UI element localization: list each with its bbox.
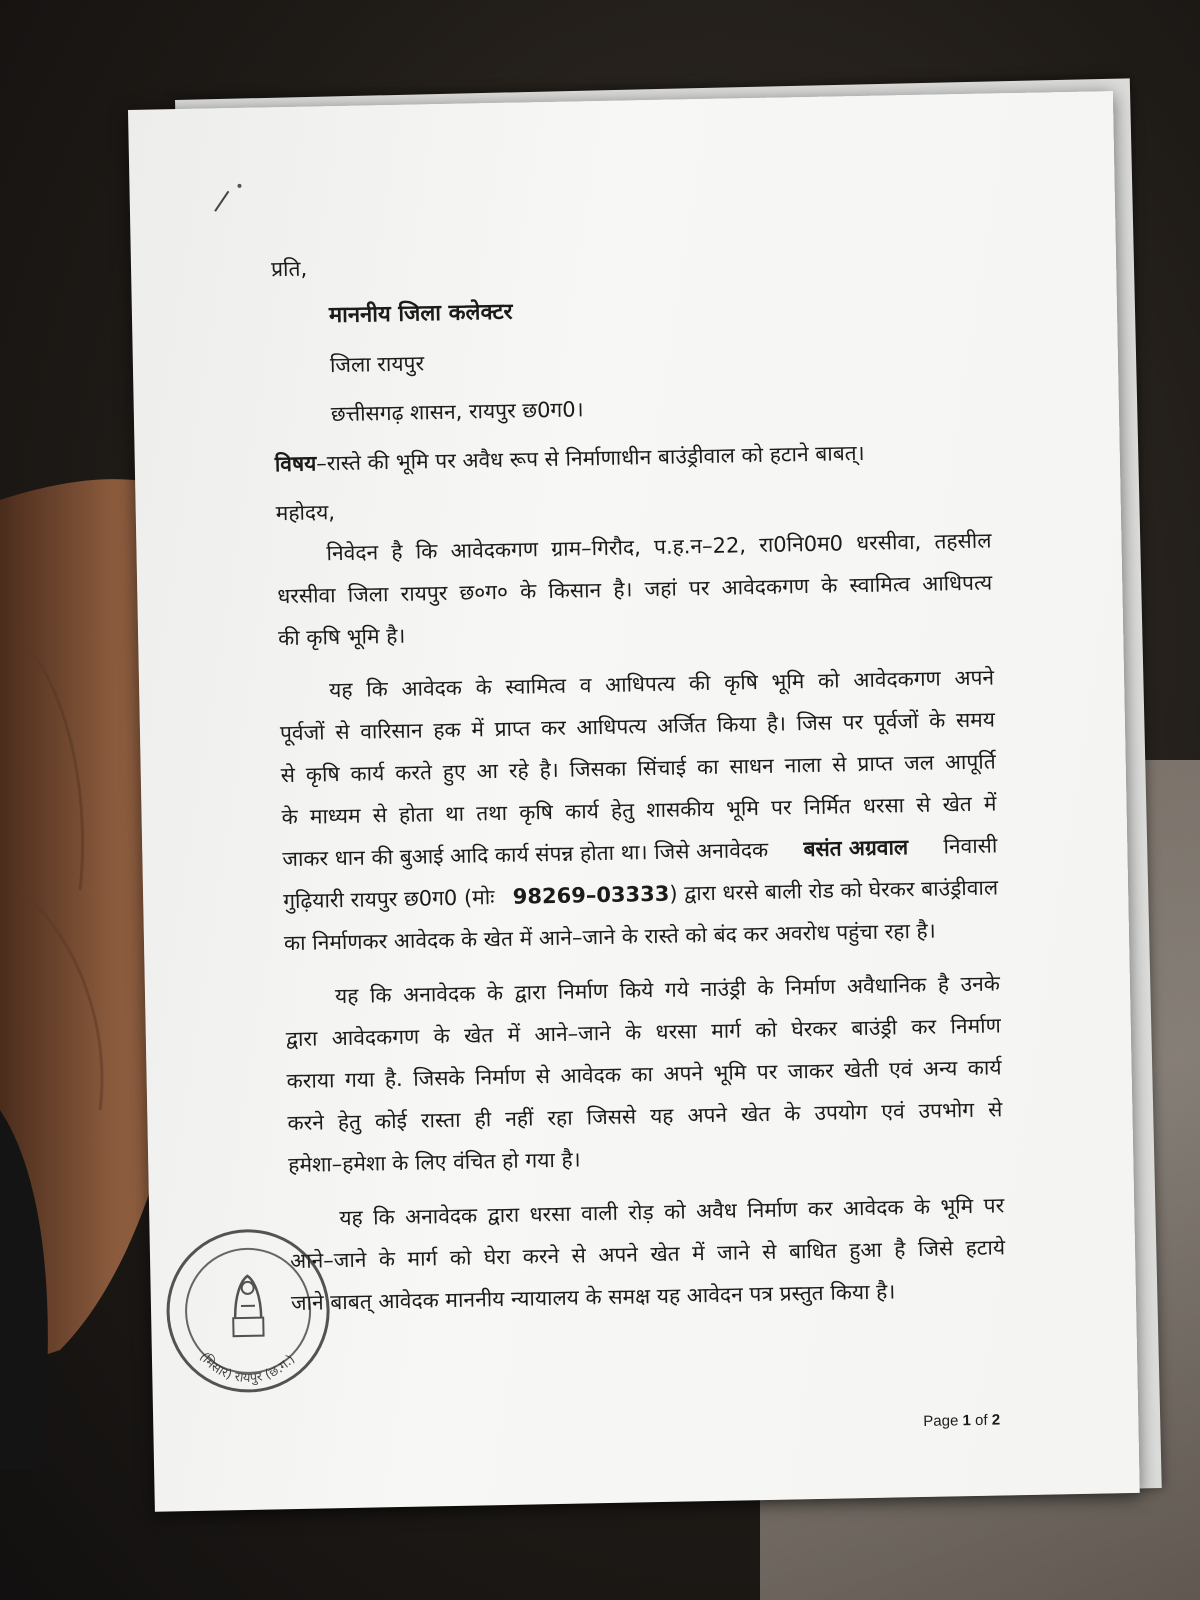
para2-line5-end: निवासी — [943, 833, 998, 859]
page-number — [923, 1412, 1000, 1430]
para2-line3: से कृषि कार्य करते हुए आ रहे है। जिसका सिंचाई का साधन नाला से प्राप्त जल आपूर्ति — [280, 749, 996, 788]
page-current: 1 — [962, 1412, 972, 1430]
para1-line1: निवेदन है कि आवेदकगण ग्राम–गिरौद, प.ह.न–22, रा0नि0म0 धरसीवा, तहसील — [326, 528, 992, 566]
official-seal-stamp — [161, 1224, 334, 1397]
page-word: Page — [923, 1412, 959, 1430]
para3-line5: हमेशा–हमेशा के लिए वंचित हो गया है। — [288, 1147, 581, 1178]
respondent-name: बसंत अग्रवाल — [803, 835, 909, 862]
para2-line6 — [283, 873, 998, 915]
para2-line7: का निर्माणकर आवेदक के खेत में आने–जाने के रास्ते को बंद कर अवरोध पहुंचा रहा है। — [283, 918, 936, 956]
para1-line3: की कृषि भूमि है। — [277, 623, 406, 651]
pen-dot — [237, 184, 241, 188]
emblem-icon — [232, 1276, 263, 1337]
page-total: 2 — [991, 1411, 1001, 1429]
subject-label: विषय — [274, 451, 317, 477]
para2-line1: यह कि आवेदक के स्वामित्व व आधिपत्य की कृषि भूमि को आवेदकगण अपने — [328, 665, 995, 703]
addressee-district: जिला रायपुर — [329, 351, 425, 378]
document-page — [128, 91, 1140, 1512]
para1-line2: धरसीवा जिला रायपुर छ०ग० के किसान है। जहां पर आवेदकगण के स्वामित्व आधिपत्य — [277, 570, 993, 609]
para3-line1: यह कि अनावेदक के द्वारा निर्माण किये गये नाउंड्री के निर्माण अवैधानिक है उनके — [334, 971, 1001, 1009]
subject-line — [275, 439, 865, 478]
addressee-state: छत्तीसगढ़ शासन, रायपुर छ0ग0। — [330, 397, 584, 427]
subject-text: –रास्ते की भूमि पर अवैध रूप से निर्माणाधीन बाउंड्रीवाल को हटाने बाबत्। — [316, 440, 865, 476]
para3-line3: कराया गया है. जिसके निर्माण से आवेदक का अपने भूमि पर जाकर खेती एवं अन्य कार्य — [286, 1055, 1002, 1094]
para4-line1: यह कि अनावेदक द्वारा धरसा वाली रोड़ को अवैध निर्माण कर आवेदक के भूमि पर — [339, 1193, 1005, 1231]
para3-line2: द्वारा आवेदकगण के खेत में आने–जाने के धरसा मार्ग को घेरकर बाउंड्री कर निर्माण — [285, 1013, 1001, 1052]
para2-line5-start: जाकर धान की बुआई आदि कार्य संपन्न होता था। जिसे अनावेदक — [282, 837, 769, 872]
addressee-title: माननीय जिला कलेक्टर — [328, 299, 513, 329]
to-label: प्रति, — [270, 256, 308, 282]
respondent-phone: 98269–03333 — [512, 881, 670, 909]
page-of: of — [974, 1411, 988, 1429]
para4-line3: जाने बाबत् आवेदक माननीय न्यायालय के समक्ष यह आवेदन पत्र प्रस्तुत किया है। — [290, 1279, 896, 1316]
para2-line6-end: ) द्वारा धरसे बाली रोड को घेरकर बाउंड्रीवाल — [669, 875, 999, 906]
para2-line2: पूर्वजों से वारिसान हक में प्राप्त कर आधिपत्य अर्जित किया है। जिस पर पूर्वजों के समय — [279, 707, 996, 746]
pen-mark — [214, 191, 229, 212]
para4-line2: आने–जाने के मार्ग को घेरा करने से अपने खेत में जाने से बाधित हुआ है जिसे हटाये — [289, 1235, 1006, 1274]
para2-line5 — [282, 831, 997, 873]
para2-line4: के माध्यम से होता था तथा कृषि कार्य हेतु शासकीय भूमि पर निर्मित धरसा से खेत में — [281, 791, 997, 830]
salutation: महोदय, — [275, 500, 336, 526]
stamp-text: (मिसार) रायपुर (छ.ग.) — [196, 1349, 299, 1387]
para3-line4: करने हेतु कोई रास्ता ही नहीं रहा जिससे यह अपने खेत के उपयोग एवं उपभोग से — [287, 1097, 1003, 1136]
para2-line6-start: गुढ़ियारी रायपुर छ0ग0 (मोः — [282, 885, 495, 914]
